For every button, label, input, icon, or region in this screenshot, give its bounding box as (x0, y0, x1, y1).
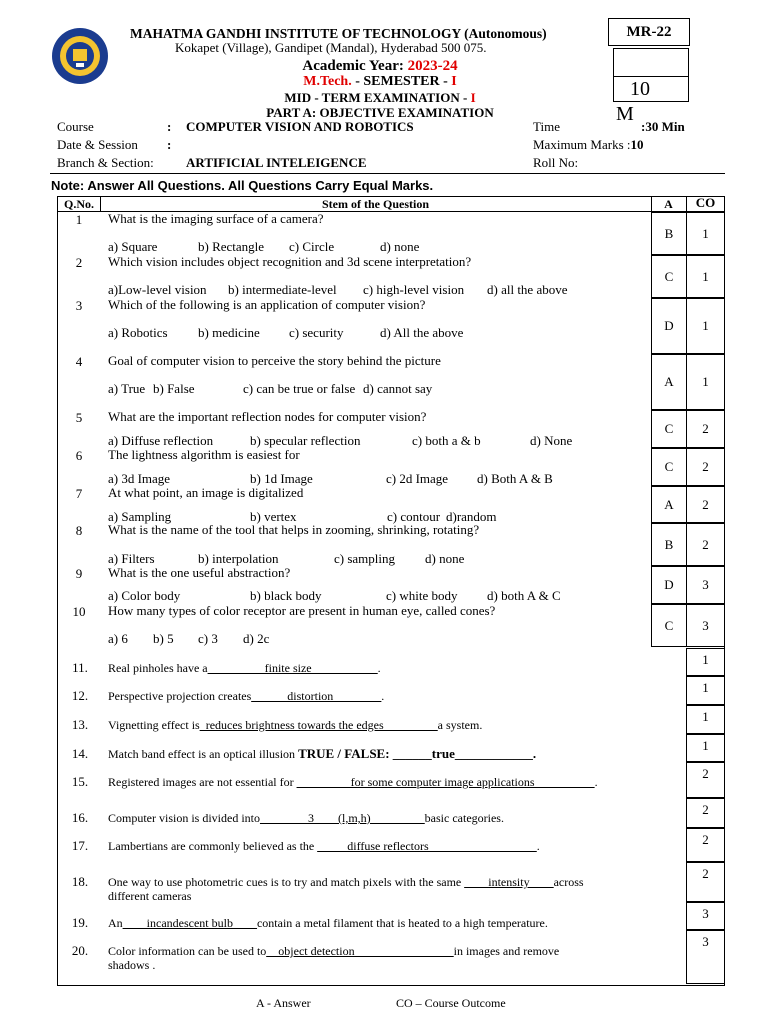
marks-box-unit: M (616, 103, 634, 125)
question-text: Color information can be used to (108, 944, 267, 958)
question-stem: Goal of computer vision to perceive the story behind the picture (108, 353, 441, 368)
question-number: 12. (71, 688, 89, 703)
co-cell: 2 (686, 828, 725, 862)
co-cell: 1 (686, 212, 725, 255)
course-label: Course (57, 119, 94, 134)
true-false-answer: TRUE / FALSE: ______true____________. (298, 746, 537, 761)
option: d) 2c (243, 631, 270, 646)
branch-value: ARTIFICIAL INTELEIGENCE (186, 155, 367, 170)
question-number: 10 (72, 604, 86, 619)
course-value: COMPUTER VISION AND ROBOTICS (186, 119, 414, 134)
fill-question (108, 875, 648, 903)
marks-box-value: 10 (630, 78, 650, 100)
question-number: 20. (71, 943, 89, 958)
option: c) 3 (198, 631, 218, 646)
option: b) Rectangle (198, 239, 265, 254)
co-cell: 3 (686, 930, 725, 984)
institute-name: MAHATMA GANDHI INSTITUTE OF TECHNOLOGY (Autonomous) (130, 26, 547, 41)
answer-cell: B (651, 212, 687, 255)
option: b) False (153, 381, 195, 396)
co-cell: 2 (686, 410, 725, 448)
co-cell: 1 (686, 255, 725, 298)
option: c) both a & b (412, 433, 481, 448)
option: d) none (380, 239, 420, 254)
co-cell: 2 (686, 862, 725, 902)
answer-cell: A (651, 354, 687, 410)
regulation-code: MR-22 (608, 18, 690, 46)
col-answer: A (664, 197, 673, 211)
part-title: PART A: OBJECTIVE EXAMINATION (266, 105, 494, 120)
option: b) intermediate-level (228, 282, 337, 297)
option: d)random (446, 509, 497, 524)
col-qno: Q.No. (64, 197, 94, 211)
question-stem: How many types of color receptor are present in human eye, called cones? (108, 603, 496, 618)
option: a) Sampling (108, 509, 172, 524)
fill-question (108, 811, 648, 825)
question-number: 19. (71, 915, 89, 930)
question-number: 16. (71, 810, 89, 825)
question-number: 6 (75, 448, 83, 463)
branch-label: Branch & Section: (57, 155, 154, 170)
question-stem: What is the one useful abstraction? (108, 565, 291, 580)
option: d) both A & C (487, 588, 561, 603)
option: d) Both A & B (477, 471, 553, 486)
question-number: 7 (75, 486, 83, 501)
option: a) Diffuse reflection (108, 433, 214, 448)
answer-cell: C (651, 604, 687, 647)
option: a) Square (108, 239, 158, 254)
answer-cell: C (651, 448, 687, 486)
question-text: Registered images are not essential for (108, 775, 297, 789)
question-number: 17. (71, 838, 89, 853)
fill-question (108, 944, 648, 972)
question-text: One way to use photometric cues is to try and match pixels with the same (108, 875, 465, 889)
option: d) None (530, 433, 573, 448)
question-stem: What are the important reflection nodes for computer vision? (108, 409, 427, 424)
filled-answer: __object detection__________ ______ (266, 944, 454, 958)
question-number: 8 (75, 523, 83, 538)
co-cell: 1 (686, 354, 725, 410)
option: c) Circle (289, 239, 335, 254)
question-number: 13. (71, 717, 89, 732)
fill-question (108, 661, 648, 675)
roll-no: Roll No: (533, 155, 579, 170)
footer-answer-legend: A - Answer (256, 996, 311, 1010)
footer-co-legend: CO – Course Outcome (396, 996, 506, 1010)
question-text-end: basic categories. (424, 811, 504, 825)
question-text-line2: shadows . (108, 958, 156, 972)
question-text: An (108, 916, 123, 930)
question-text-end: . (594, 775, 598, 789)
option: c) security (289, 325, 344, 340)
option: a) 6 (108, 631, 128, 646)
option: a) Robotics (108, 325, 168, 340)
question-text-end: contain a metal filament that is heated to a high temperature. (256, 916, 548, 930)
answer-cell: C (651, 410, 687, 448)
course-colon: : (167, 119, 172, 134)
question-text: Vignetting effect is (108, 718, 200, 732)
option: a) Filters (108, 551, 155, 566)
option: c) contour (387, 509, 441, 524)
question-number: 14. (71, 746, 89, 761)
question-stem: Which vision includes object recognition and 3d scene interpretation? (108, 254, 472, 269)
question-text-end: in images and remove (453, 944, 560, 958)
question-number: 2 (75, 255, 83, 270)
marks-box-lower (613, 76, 689, 102)
option: a) True (108, 381, 146, 396)
question-stem: The lightness algorithm is easiest for (108, 447, 300, 462)
question-number: 11. (72, 660, 88, 675)
filled-answer: _________for some computer image applications__________ (296, 775, 595, 789)
option: b) 1d Image (250, 471, 313, 486)
co-cell: 3 (686, 604, 725, 647)
filled-answer: ____incandescent bulb____ (122, 916, 257, 930)
answer-cell: C (651, 255, 687, 298)
co-cell: 3 (686, 902, 725, 930)
question-text-end: across (553, 875, 584, 889)
filled-answer: ________3____(l,m,h)_________ (260, 811, 425, 825)
question-text-end: . (381, 689, 385, 703)
co-cell: 1 (686, 705, 725, 734)
question-text-end: . (377, 661, 381, 675)
institute-address: Kokapet (Village), Gandipet (Mandal), Hyderabad 500 075. (175, 40, 487, 55)
co-cell: 1 (686, 648, 725, 676)
note: Note: Answer All Questions. All Questions Carry Equal Marks. (51, 178, 434, 193)
co-cell: 1 (686, 676, 725, 705)
question-number: 18. (71, 874, 89, 889)
co-cell: 3 (686, 566, 725, 604)
question-stem: What is the name of the tool that helps in zooming, shrinking, rotating? (108, 522, 480, 537)
max-marks: Maximum Marks :10 (533, 137, 644, 152)
option: a)Low-level vision (108, 282, 207, 297)
option: b) 5 (153, 631, 174, 646)
option: b) interpolation (198, 551, 279, 566)
question-number: 3 (75, 298, 83, 313)
question-text: Perspective projection creates (108, 689, 252, 703)
question-number: 1 (75, 212, 83, 227)
option: d) All the above (380, 325, 464, 340)
co-cell: 1 (686, 298, 725, 354)
co-cell: 2 (686, 448, 725, 486)
fill-question (108, 689, 648, 703)
answer-cell: D (651, 298, 687, 354)
co-cell: 2 (686, 762, 725, 798)
marks-box-outline (613, 48, 689, 77)
question-text: Lambertians are commonly believed as the (108, 839, 318, 853)
time-label: Time (533, 119, 560, 134)
question-stem: At what point, an image is digitalized (108, 485, 304, 500)
option: a) Color body (108, 588, 181, 603)
academic-year: Academic Year: 2023-24 (302, 58, 458, 74)
exam-title: MID - TERM EXAMINATION - I (284, 90, 476, 105)
filled-answer: ______distortion________ (251, 689, 382, 703)
filled-answer: ____intensity____ (464, 875, 554, 889)
option: b) specular reflection (250, 433, 361, 448)
divider-line (50, 173, 725, 174)
question-number: 4 (75, 354, 83, 369)
question-number: 15. (71, 774, 89, 789)
option: b) black body (250, 588, 322, 603)
co-cell: 2 (686, 523, 725, 566)
fill-question (108, 718, 648, 732)
option: c) can be true or false (243, 381, 356, 396)
option: b) vertex (250, 509, 297, 524)
question-text-end: . (536, 839, 540, 853)
co-cell: 2 (686, 798, 725, 828)
option: b) medicine (198, 325, 260, 340)
option: c) 2d Image (386, 471, 449, 486)
col-co: CO (695, 195, 716, 210)
option: c) sampling (334, 551, 396, 566)
question-stem: Which of the following is an application of computer vision? (108, 297, 426, 312)
question-text: Real pinholes have a (108, 661, 208, 675)
option: d) cannot say (363, 381, 433, 396)
semester-line: M.Tech. - SEMESTER - I (303, 74, 457, 89)
question-text: Match band effect is an optical illusion (108, 747, 299, 761)
option: d) none (425, 551, 465, 566)
filled-answer: _reduces brightness towards the edges_________ (199, 718, 438, 732)
question-text: Computer vision is divided into (108, 811, 260, 825)
col-stem: Stem of the Question (322, 197, 429, 211)
co-cell: 2 (686, 486, 725, 523)
date-label: Date & Session (57, 137, 138, 152)
option: a) 3d Image (108, 471, 171, 486)
question-number: 5 (75, 410, 83, 425)
option: c) white body (386, 588, 458, 603)
option: c) high-level vision (363, 282, 465, 297)
answer-cell: B (651, 523, 687, 566)
question-text-end: a system. (437, 718, 483, 732)
filled-answer: __ _______finite size___________ (207, 661, 378, 675)
time-value: :30 Min (641, 119, 685, 134)
option: d) all the above (487, 282, 568, 297)
question-text-line2: different cameras (108, 889, 192, 903)
question-number: 9 (75, 566, 83, 581)
fill-question (108, 839, 648, 853)
answer-cell: A (651, 486, 687, 523)
institute-logo (51, 27, 109, 85)
filled-answer: _____diffuse reflectors__________________ (317, 839, 537, 853)
date-colon: : (167, 137, 172, 152)
fill-question (108, 747, 648, 761)
co-cell: 1 (686, 734, 725, 762)
fill-question (108, 775, 648, 789)
question-stem: What is the imaging surface of a camera? (108, 211, 324, 226)
answer-cell: D (651, 566, 687, 604)
fill-question (108, 916, 648, 930)
